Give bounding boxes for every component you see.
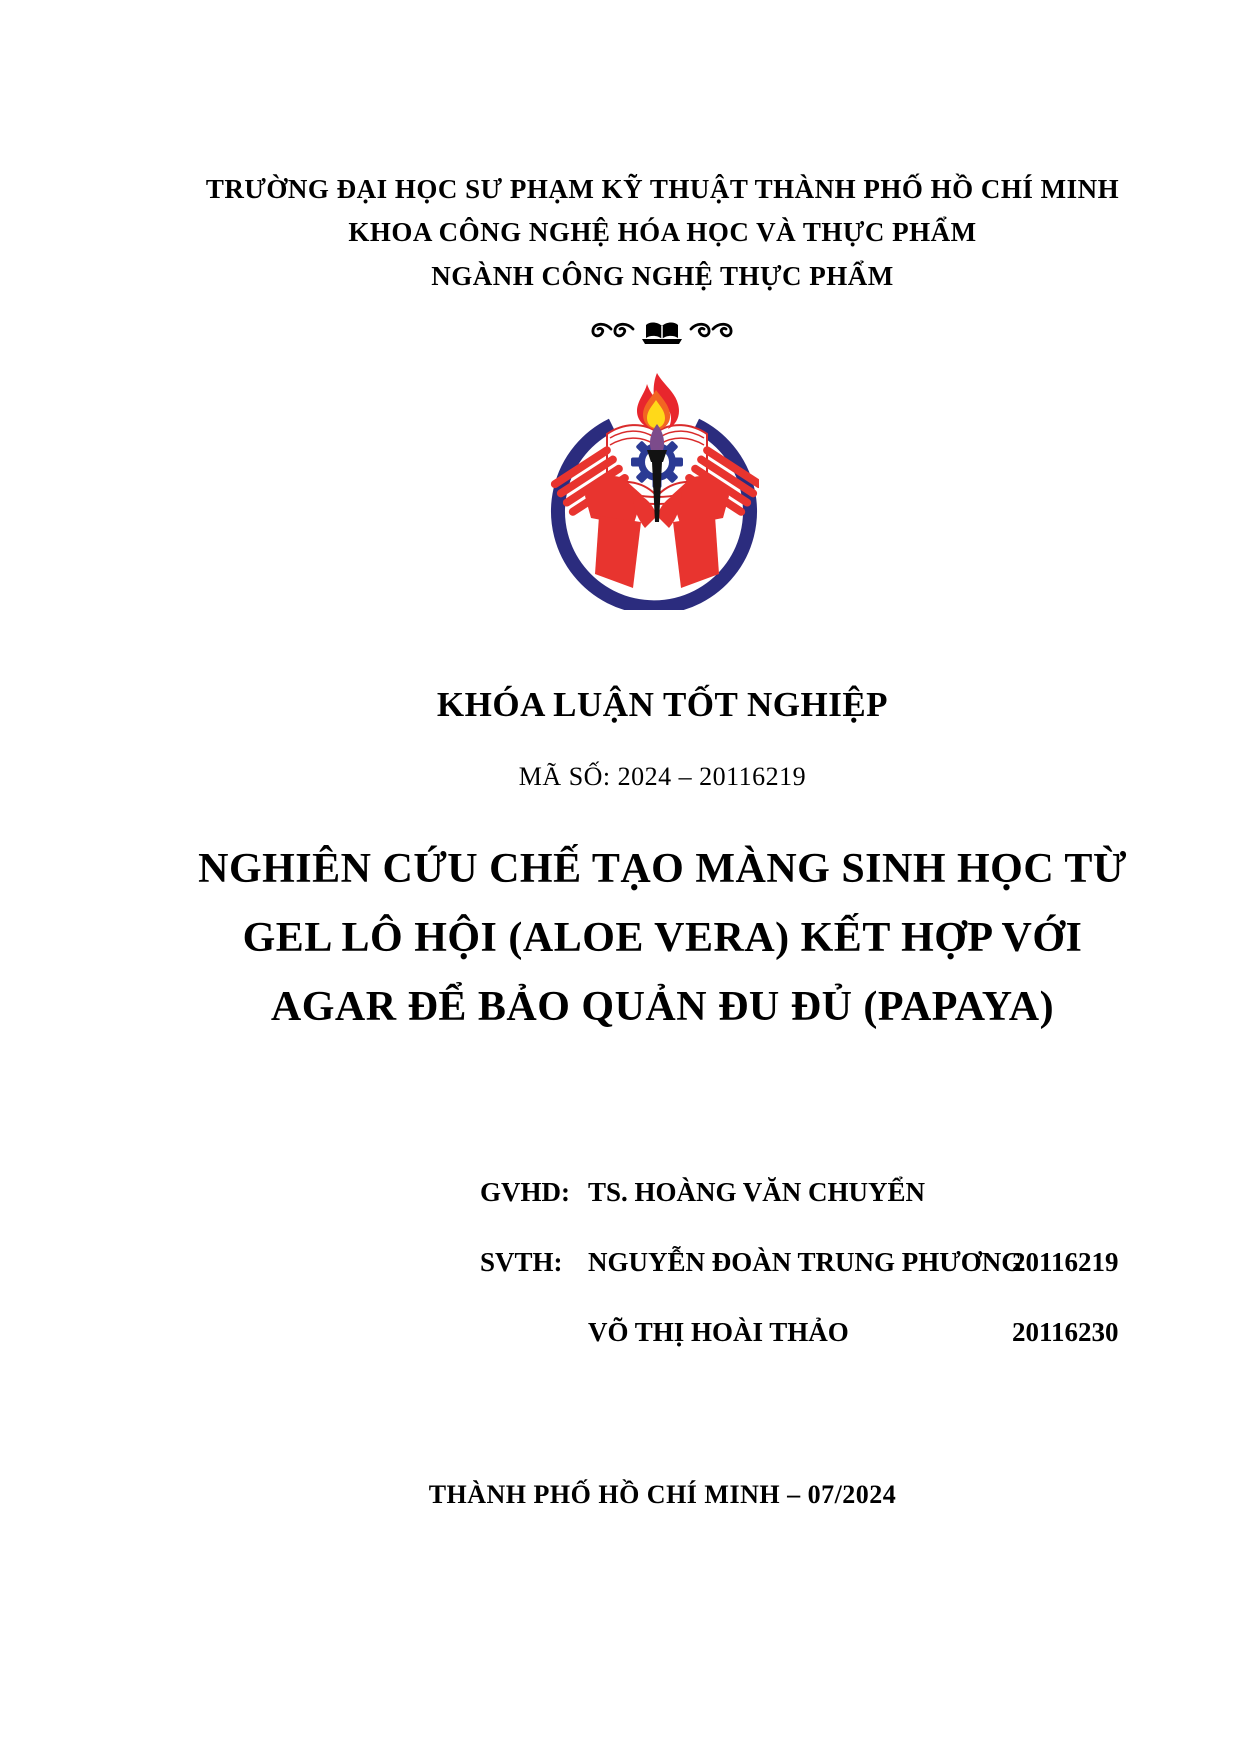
thesis-code: MÃ SỐ: 2024 – 20116219 (518, 762, 807, 791)
thesis-type-heading: KHÓA LUẬN TỐT NGHIỆP (436, 685, 889, 724)
open-book-glyph-icon (642, 322, 682, 344)
university-name: TRƯỜNG ĐẠI HỌC SƯ PHẠM KỸ THUẬT THÀNH PHỐ HỒ CHÍ MINH (205, 174, 1120, 204)
student-id: 20116219 (1012, 1247, 1119, 1277)
student-id: 20116230 (1012, 1317, 1119, 1347)
thesis-title-line-3: AGAR ĐỂ BẢO QUẢN ĐU ĐỦ (PAPAYA) (270, 984, 1055, 1030)
faculty-name: KHOA CÔNG NGHỆ HÓA HỌC VÀ THỰC PHẨM (348, 217, 977, 247)
logo-flame-icon (637, 373, 679, 430)
location-date: THÀNH PHỐ HỒ CHÍ MINH – 07/2024 (428, 1480, 897, 1509)
university-logo (549, 370, 759, 610)
advisor-label: GVHD: (480, 1177, 570, 1207)
thesis-title-line-2: GEL LÔ HỘI (ALOE VERA) KẾT HỢP VỚI (242, 915, 1083, 961)
thesis-title-line-1: NGHIÊN CỨU CHẾ TẠO MÀNG SINH HỌC TỪ (198, 846, 1127, 892)
student-name: VÕ THỊ HOÀI THẢO (588, 1317, 849, 1347)
right-scroll-flourish-icon (691, 324, 731, 336)
major-name: NGÀNH CÔNG NGHỆ THỰC PHẨM (431, 261, 894, 291)
left-scroll-flourish-icon (593, 324, 633, 336)
advisor-name: TS. HOÀNG VĂN CHUYỂN (588, 1177, 926, 1207)
student-name: NGUYỄN ĐOÀN TRUNG PHƯƠNG (588, 1247, 1023, 1277)
students-label: SVTH: (480, 1247, 563, 1277)
ornament-book-icon (587, 320, 737, 348)
